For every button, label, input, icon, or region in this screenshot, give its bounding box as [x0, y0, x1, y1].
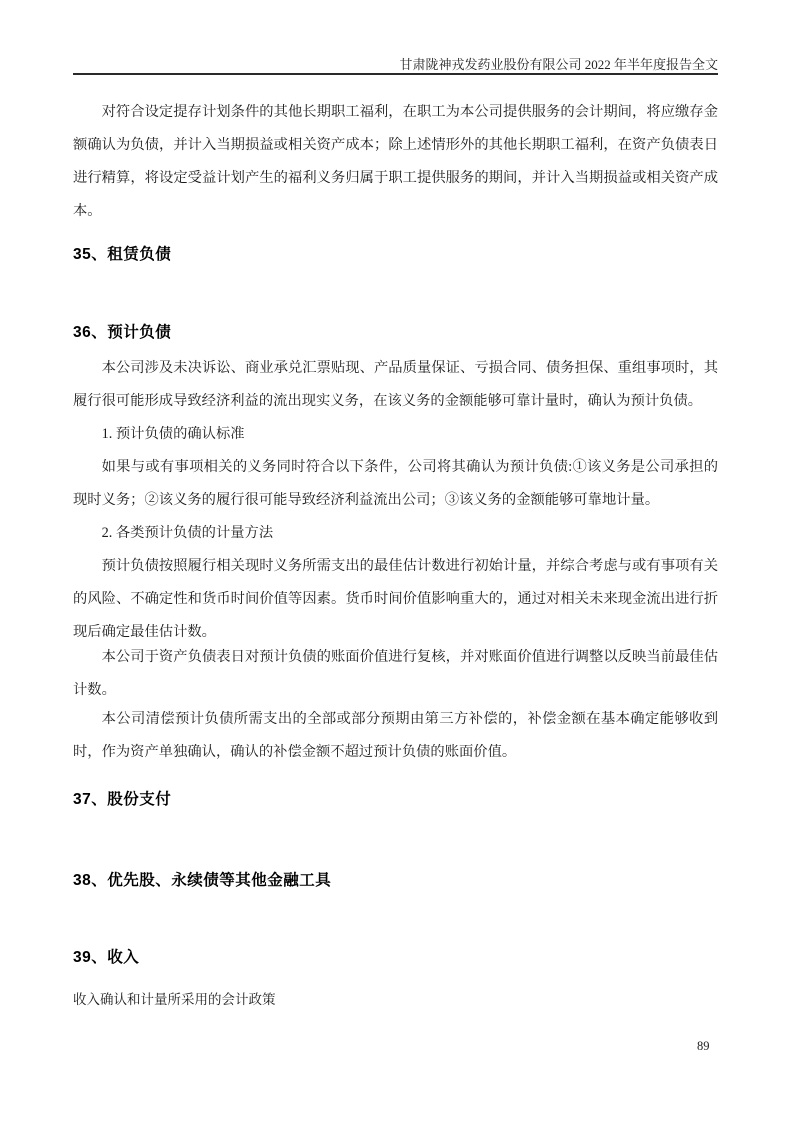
page-header [73, 0, 718, 75]
list-item-recognition-standard: 1. 预计负债的确认标准 [101, 426, 245, 442]
report-header-title: 甘肃陇神戎发药业股份有限公司 2022 年半年度报告全文 [399, 57, 718, 72]
paragraph-initial-measurement: 预计负债按照履行相关现时义务所需支出的最佳估计数进行初始计量，并综合考虑与或有事项有关的风险、不确定性和货币时间价值等因素。货币时间价值影响重大的，通过对相关未来现金流出进行折现后确定最佳估计数。 [73, 558, 718, 640]
page-number: 89 [697, 1039, 710, 1053]
paragraph-other-long-term-benefits: 对符合设定提存计划条件的其他长期职工福利，在职工为本公司提供服务的会计期间，将应缴存金额确认为负债，并计入当期损益或相关资产成本；除上述情形外的其他长期职工福利，在资产负债表日进行精算，将设定受益计划产生的福利义务归属于职工提供服务的期间，并计入当期损益或相关资产成本。 [73, 104, 718, 219]
section-heading-35-lease-liabilities: 35、租赁负债 [73, 246, 172, 263]
paragraph-third-party-compensation: 本公司清偿预计负债所需支出的全部或部分预期由第三方补偿的，补偿金额在基本确定能够收到时，作为资产单独确认，确认的补偿金额不超过预计负债的账面价值。 [73, 711, 718, 760]
section-heading-36-estimated-liabilities: 36、预计负债 [73, 324, 172, 341]
page-body [73, 96, 718, 1010]
section-heading-39-revenue: 39、收入 [73, 949, 140, 966]
section-heading-37-share-payment: 37、股份支付 [73, 791, 172, 808]
paragraph-estimated-liabilities-recognition: 本公司涉及未决诉讼、商业承兑汇票贴现、产品质量保证、亏损合同、债务担保、重组事项时，其履行很可能形成导致经济利益的流出现实义务，在该义务的金额能够可靠计量时，确认为预计负债。 [73, 360, 718, 409]
paragraph-recognition-conditions: 如果与或有事项相关的义务同时符合以下条件，公司将其确认为预计负债:①该义务是公司承担的现时义务；②该义务的履行很可能导致经济利益流出公司；③该义务的金额能够可靠地计量。 [73, 459, 718, 508]
paragraph-balance-sheet-review: 本公司于资产负债表日对预计负债的账面价值进行复核，并对账面价值进行调整以反映当前最佳估计数。 [73, 649, 718, 698]
list-item-measurement-method: 2. 各类预计负债的计量方法 [101, 525, 274, 541]
section-heading-38-preferred-shares: 38、优先股、永续债等其他金融工具 [73, 872, 332, 889]
revenue-policy-subtitle: 收入确认和计量所采用的会计政策 [73, 992, 276, 1007]
